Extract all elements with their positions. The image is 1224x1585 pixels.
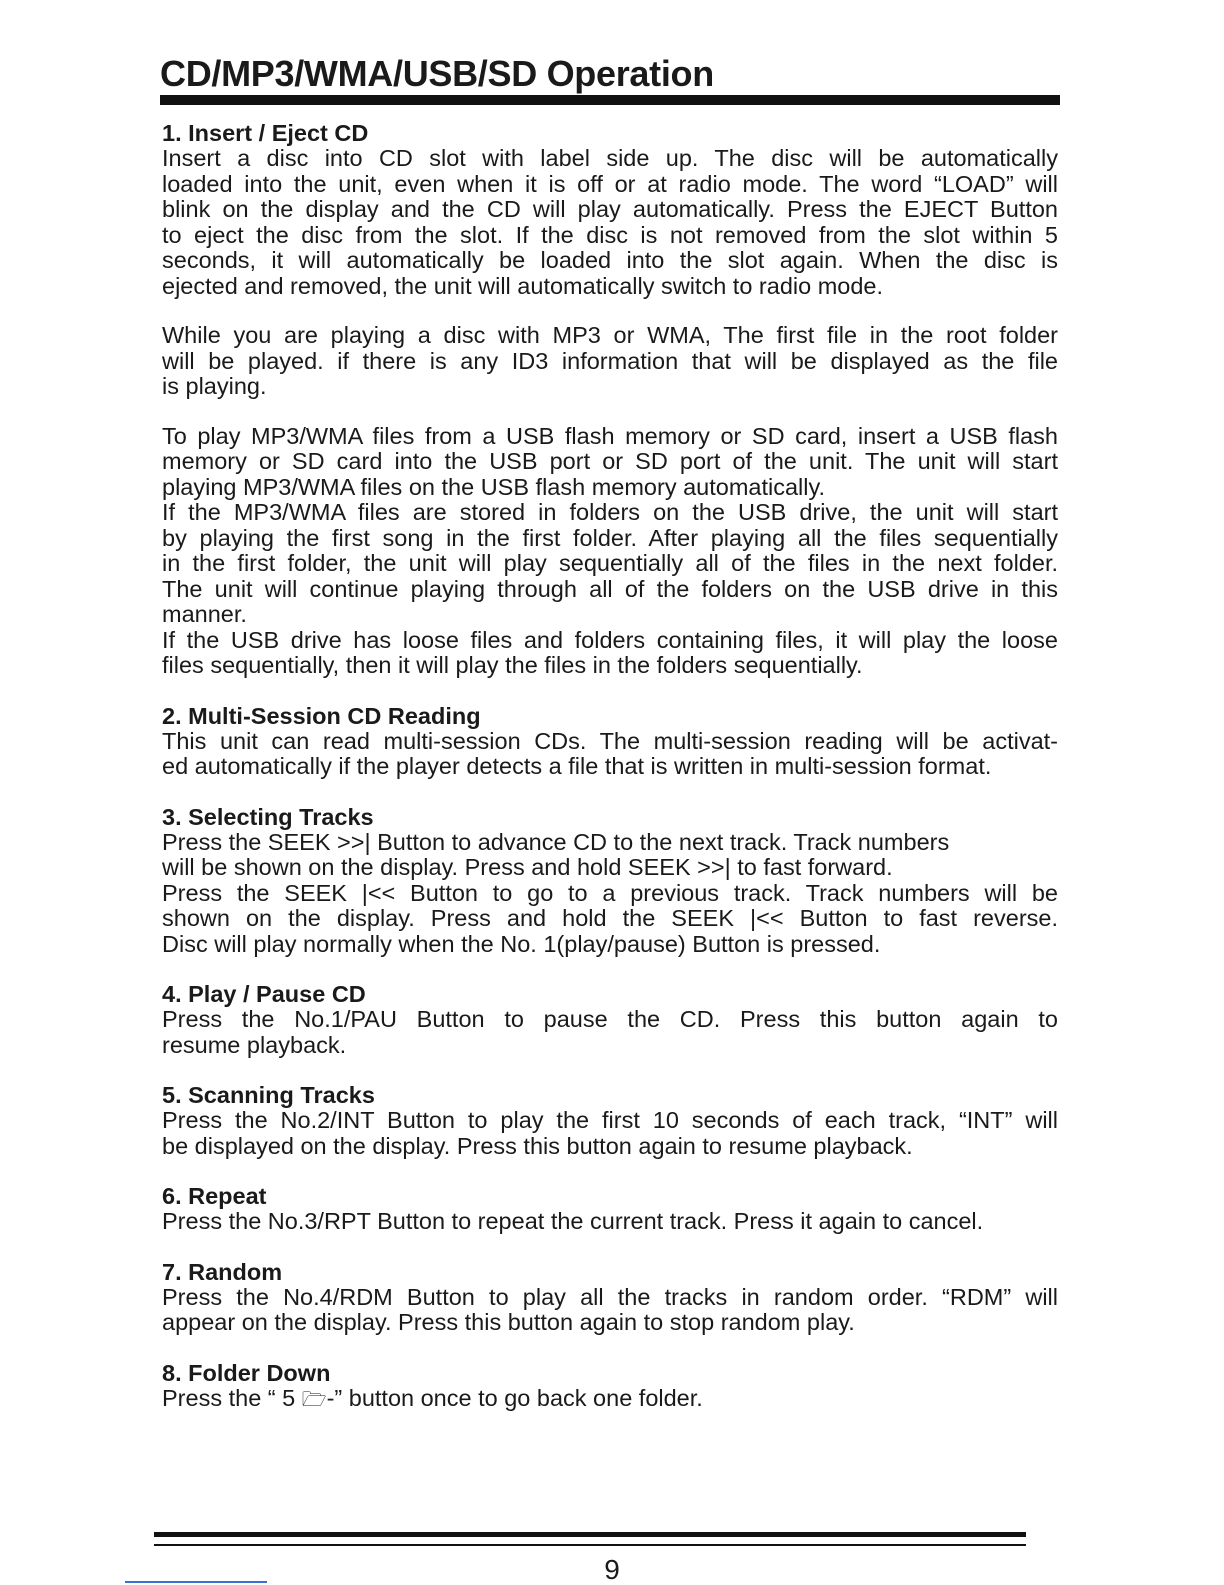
paragraph [162,830,1058,958]
text-line: If the USB drive has loose files and folders containing files, it will play the loose [162,626,1058,653]
folder-text-after: -” button once to go back one folder. [326,1384,703,1411]
section-random [162,1259,1058,1336]
scan-artifact-line [125,1581,267,1583]
text-line: resume playback. [162,1031,347,1058]
paragraph [162,1386,1058,1413]
section-multi-session [162,703,1058,780]
paragraph [162,1285,1058,1336]
paragraph [162,424,1058,501]
section-play-pause [162,981,1058,1058]
text-line: ejected and removed, the unit will automatically switch to radio mode. [162,272,884,299]
section-heading: 6. Repeat [162,1183,267,1209]
paragraph [162,1007,1058,1058]
section-heading: 4. Play / Pause CD [162,981,366,1007]
text-line: Press the SEEK >>| Button to advance CD to the next track. Track numbers [162,828,950,855]
text-line: Disc will play normally when the No. 1(play/pause) Button is pressed. [162,930,881,957]
text-line: shown on the display. Press and hold the SEEK |<< Button to fast reverse. [162,905,1058,931]
text-line: playing MP3/WMA files on the USB flash memory automatically. [162,473,826,500]
paragraph [162,323,1058,400]
text-line: will be shown on the display. Press and hold SEEK >>| to fast forward. [162,854,893,880]
text-line: is playing. [162,373,267,399]
text-line: If the MP3/WMA files are stored in folders on the USB drive, the unit will start [162,499,1058,525]
text-line: seconds, it will automatically be loaded into the slot again. When the disc is [162,247,1058,273]
paragraph [162,146,1058,299]
paragraph [162,1108,1058,1159]
section-heading: 7. Random [162,1258,283,1285]
paragraph [162,628,1058,679]
section-heading: 2. Multi-Session CD Reading [162,702,481,729]
paragraph [162,729,1058,780]
text-line: To play MP3/WMA files from a USB flash memory or SD card, insert a USB flash [162,422,1058,449]
section-selecting-tracks [162,804,1058,958]
page-body [162,120,1058,1436]
page-title: CD/MP3/WMA/USB/SD Operation [160,53,714,94]
text-line: ed automatically if the player detects a file that is written in multi-session format. [162,753,992,779]
section-scanning-tracks [162,1082,1058,1159]
text-line: files sequentially, then it will play the files in the folders sequentially. [162,652,863,678]
footer-rule-thin [154,1544,1026,1546]
text-line: will be played. if there is any ID3 information that will be displayed as the file [162,347,1058,374]
text-line: memory or SD card into the USB port or SD port of the unit. The unit will start [162,448,1058,474]
section-heading: 8. Folder Down [162,1359,331,1386]
text-line: blink on the display and the CD will play automatically. Press the EJECT Button [162,196,1058,222]
footer-rule-thick [154,1532,1026,1537]
text-line: Insert a disc into CD slot with label side up. The disc will be automatically [162,145,1058,171]
text-line: This unit can read multi-session CDs. The multi-session reading will be activat- [162,727,1058,754]
text-line: Press the SEEK |<< Button to go to a previous track. Track numbers will be [162,879,1058,906]
paragraph [162,1209,1058,1235]
text-line: manner. [162,601,247,627]
text-line: appear on the display. Press this button again to stop random play. [162,1309,855,1335]
text-line: be displayed on the display. Press this button again to resume playback. [162,1132,913,1159]
section-heading: 1. Insert / Eject CD [162,120,369,146]
text-line: The unit will continue playing through all of the folders on the USB drive in this [162,575,1058,602]
text-line: Press the No.2/INT Button to play the first 10 seconds of each track, “INT” will [162,1107,1058,1133]
folder-text-before: Press the “ 5 [162,1384,302,1411]
text-line: While you are playing a disc with MP3 or WMA, The first file in the root folder [162,322,1058,348]
text-line: Press the No.3/RPT Button to repeat the current track. Press it again to cancel. [162,1208,984,1234]
text-line: by playing the first song in the first folder. After playing all the files sequentially [162,524,1058,551]
section-heading: 5. Scanning Tracks [162,1082,375,1108]
text-line: to eject the disc from the slot. If the disc is not removed from the slot within 5 [162,221,1058,248]
page-number: 9 [604,1554,620,1585]
paragraph [162,500,1058,628]
section-insert-eject-cd [162,120,1058,679]
text-line [162,1386,1058,1413]
text-line: loaded into the unit, even when it is off or at radio mode. The word “LOAD” will [162,170,1058,197]
section-heading: 3. Selecting Tracks [162,803,374,830]
title-underline-bar [160,95,1060,105]
section-repeat [162,1183,1058,1235]
section-folder-down [162,1360,1058,1413]
folder-icon: 🗁 [301,1386,327,1411]
text-line: Press the No.1/PAU Button to pause the CD. Press this button again to [162,1006,1058,1032]
text-line: Press the No.4/RDM Button to play all the tracks in random order. “RDM” will [162,1283,1058,1310]
text-line: in the first folder, the unit will play sequentially all of the files in the next folder. [162,550,1058,576]
